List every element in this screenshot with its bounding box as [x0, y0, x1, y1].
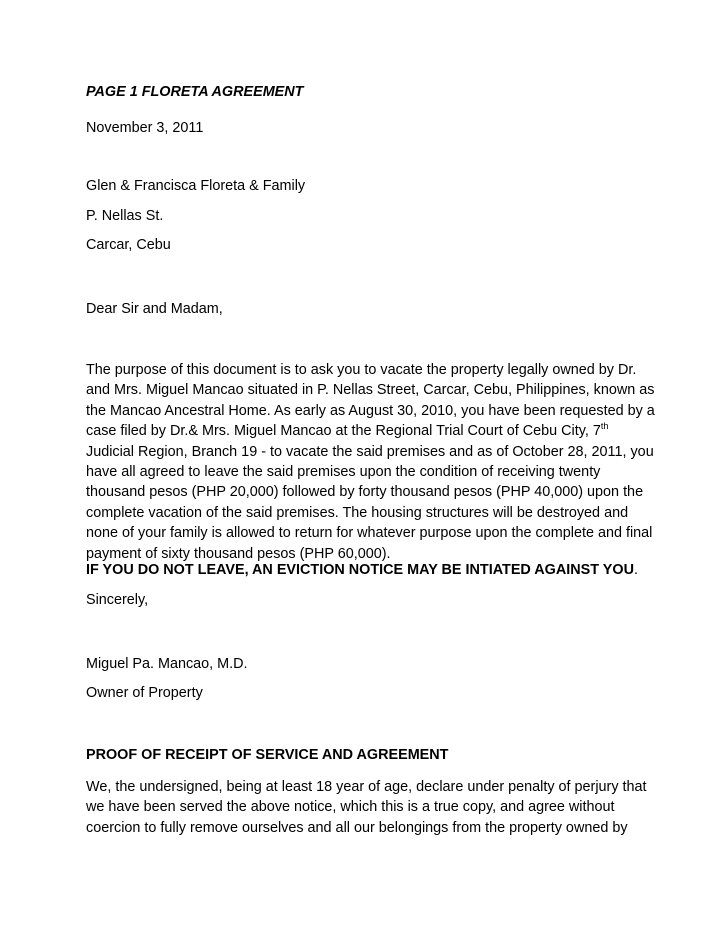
eviction-warning — [86, 560, 638, 580]
closing: Sincerely, — [86, 592, 149, 608]
eviction-warning-text: IF YOU DO NOT LEAVE, AN EVICTION NOTICE MAY BE INTIATED AGAINST YOU — [86, 562, 634, 578]
document-page — [86, 0, 656, 942]
recipient-name: Glen & Francisca Floreta & Family — [86, 178, 306, 194]
document-heading: PAGE 1 FLORETA AGREEMENT — [86, 84, 304, 100]
eviction-warning-period: . — [633, 562, 638, 578]
body-paragraph — [86, 360, 656, 564]
letter-date: November 3, 2011 — [86, 120, 204, 136]
salutation: Dear Sir and Madam, — [86, 301, 223, 317]
signatory-name: Miguel Pa. Mancao, M.D. — [86, 656, 248, 672]
body-text-part1: The purpose of this document is to ask you to vacate the property legally owned by Dr. and Mrs. Miguel Mancao situated in P. Nellas Street, Carcar, Cebu, Philippines, known as the Mancao Ancestral Home. As early as August 30, 2010, you have been requested by a case filed by Dr.& Mrs. Miguel Mancao at the Regional Trial Court of Cebu City, 7 — [86, 362, 655, 440]
signatory-title: Owner of Property — [86, 685, 203, 701]
proof-heading: PROOF OF RECEIPT OF SERVICE AND AGREEMENT — [86, 747, 449, 763]
ordinal-suffix: th — [600, 421, 609, 432]
recipient-city: Carcar, Cebu — [86, 237, 171, 253]
recipient-street: P. Nellas St. — [86, 208, 164, 224]
body-text-part2: Judicial Region, Branch 19 - to vacate the said premises and as of October 28, 2011, you have all agreed to leave the said premises upon the condition of receiving twenty thousand pesos (PHP 20,000) followed by forty thousand pesos (PHP 40,000) upon the complete vacation of the said premises. The housing structures will be destroyed and none of your family is allowed to return for whatever purpose upon the complete and final payment of sixty thousand pesos (PHP 60,000). — [86, 443, 654, 562]
proof-paragraph: We, the undersigned, being at least 18 year of age, declare under penalty of perjury that we have been served the above notice, which this is a true copy, and agree without coercion to fully remove ourselves and all our belongings from the property owned by — [86, 779, 647, 836]
